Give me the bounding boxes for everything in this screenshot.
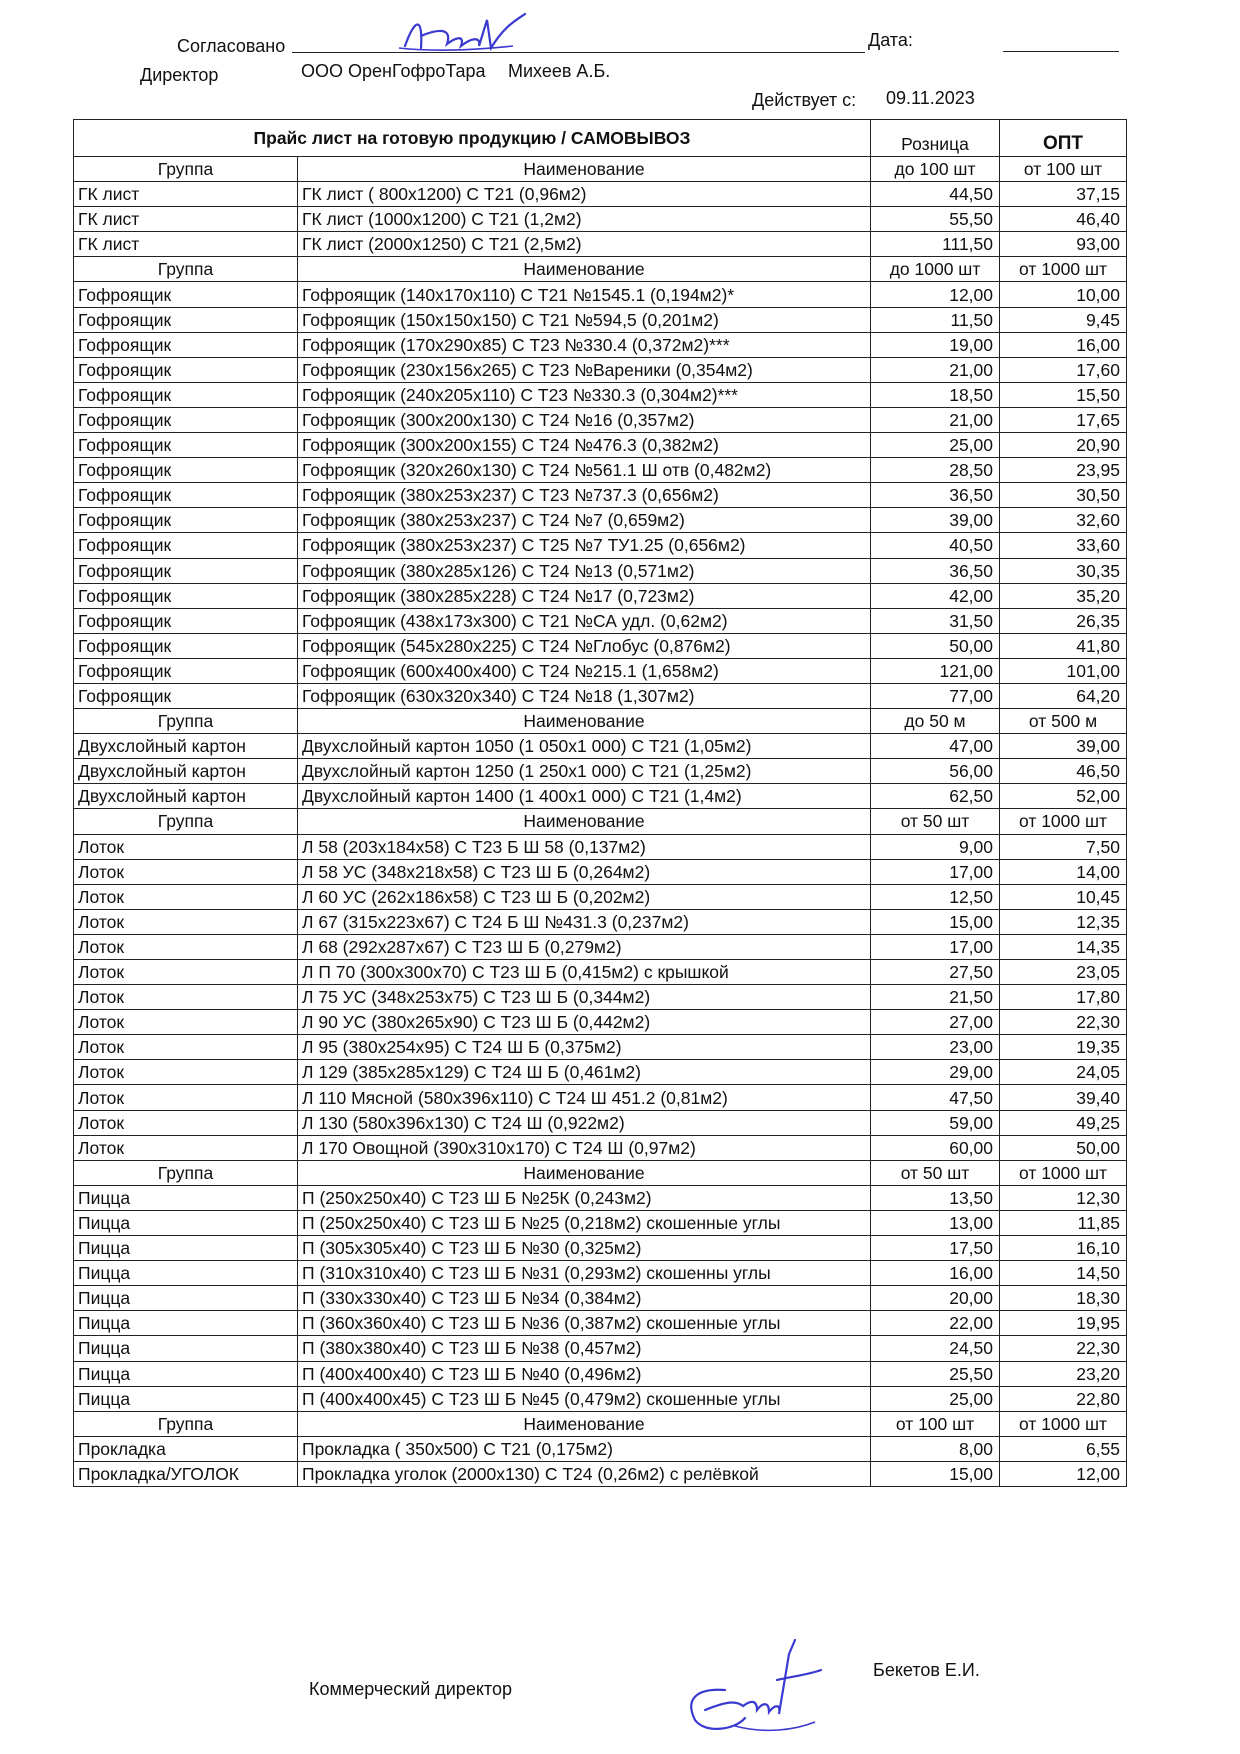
- table-row: [74, 658, 1127, 683]
- group-cell: Гофроящик: [74, 558, 298, 583]
- wholesale-price-cell: 39,40: [1000, 1085, 1127, 1110]
- wholesale-price-cell: 46,50: [1000, 759, 1127, 784]
- retail-price-cell: 77,00: [871, 683, 1000, 708]
- product-name-cell: П (400х400х45) С Т23 Ш Б №45 (0,479м2) скошенные углы: [298, 1386, 871, 1411]
- group-cell: ГК лист: [74, 182, 298, 207]
- table-row: [74, 884, 1127, 909]
- product-name-cell: ГК лист (1000х1200) С Т21 (1,2м2): [298, 207, 871, 232]
- table-row: [74, 683, 1127, 708]
- table-row: [74, 407, 1127, 432]
- wholesale-price-cell: 14,00: [1000, 859, 1127, 884]
- group-cell: Гофроящик: [74, 508, 298, 533]
- wholesale-price-cell: 30,35: [1000, 558, 1127, 583]
- product-name-cell: Л 170 Овощной (390х310х170) С Т24 Ш (0,97м2): [298, 1135, 871, 1160]
- group-cell: Гофроящик: [74, 533, 298, 558]
- product-name-cell: Гофроящик (300х200х155) С Т24 №476.3 (0,382м2): [298, 433, 871, 458]
- table-row: [74, 382, 1127, 407]
- valid-from-label: Действует с:: [752, 90, 857, 110]
- wholesale-price-cell: 22,30: [1000, 1010, 1127, 1035]
- table-row: [74, 1286, 1127, 1311]
- retail-price-cell: 20,00: [871, 1286, 1000, 1311]
- group-cell: Пицца: [74, 1386, 298, 1411]
- group-cell: Гофроящик: [74, 407, 298, 432]
- table-row: [74, 182, 1127, 207]
- wholesale-price-cell: 64,20: [1000, 683, 1127, 708]
- product-name-cell: Гофроящик (380х285х228) С Т24 №17 (0,723м2): [298, 583, 871, 608]
- wholesale-price-cell: 23,20: [1000, 1361, 1127, 1386]
- group-cell: Гофроящик: [74, 633, 298, 658]
- commercial-director-signature: [665, 1630, 825, 1740]
- wholesale-price-cell: 12,30: [1000, 1185, 1127, 1210]
- product-name-cell: П (305х305х40) С Т23 Ш Б №30 (0,325м2): [298, 1236, 871, 1261]
- retail-price-cell: 17,50: [871, 1236, 1000, 1261]
- wholesale-price-cell: 18,30: [1000, 1286, 1127, 1311]
- retail-price-cell: 25,50: [871, 1361, 1000, 1386]
- wholesale-price-cell: 17,65: [1000, 407, 1127, 432]
- wholesale-price-cell: 6,55: [1000, 1436, 1127, 1461]
- group-header-row: [74, 709, 1127, 734]
- retail-price-cell: 21,00: [871, 407, 1000, 432]
- wholesale-qty-header: от 1000 шт: [1000, 1411, 1127, 1436]
- wholesale-price-cell: 52,00: [1000, 784, 1127, 809]
- group-cell: Гофроящик: [74, 332, 298, 357]
- table-row: [74, 834, 1127, 859]
- table-row: [74, 1035, 1127, 1060]
- retail-qty-header: до 100 шт: [871, 157, 1000, 182]
- table-row: [74, 1261, 1127, 1286]
- name-column-header: Наименование: [298, 157, 871, 182]
- retail-qty-header: до 1000 шт: [871, 257, 1000, 282]
- group-cell: Пицца: [74, 1210, 298, 1235]
- group-cell: Лоток: [74, 909, 298, 934]
- wholesale-price-cell: 10,45: [1000, 884, 1127, 909]
- product-name-cell: П (360х360х40) С Т23 Ш Б №36 (0,387м2) скошенные углы: [298, 1311, 871, 1336]
- group-cell: Гофроящик: [74, 382, 298, 407]
- product-name-cell: Л 75 УС (348х253х75) С Т23 Ш Б (0,344м2): [298, 985, 871, 1010]
- retail-price-cell: 39,00: [871, 508, 1000, 533]
- group-cell: Пицца: [74, 1361, 298, 1386]
- wholesale-price-cell: 35,20: [1000, 583, 1127, 608]
- retail-price-cell: 27,00: [871, 1010, 1000, 1035]
- retail-qty-header: от 50 шт: [871, 1160, 1000, 1185]
- product-name-cell: Л 67 (315х223х67) С Т24 Б Ш №431.3 (0,237м2): [298, 909, 871, 934]
- table-row: [74, 1436, 1127, 1461]
- wholesale-price-cell: 37,15: [1000, 182, 1127, 207]
- product-name-cell: Л П 70 (300х300х70) С Т23 Ш Б (0,415м2) с крышкой: [298, 960, 871, 985]
- product-name-cell: Гофроящик (170х290х85) С Т23 №330.4 (0,372м2)***: [298, 332, 871, 357]
- wholesale-price-cell: 33,60: [1000, 533, 1127, 558]
- wholesale-price-cell: 93,00: [1000, 232, 1127, 257]
- retail-price-cell: 13,50: [871, 1185, 1000, 1210]
- retail-price-cell: 27,50: [871, 960, 1000, 985]
- approval-signature-line: [292, 52, 865, 53]
- table-row: [74, 1386, 1127, 1411]
- table-row: [74, 759, 1127, 784]
- retail-header: Розница: [871, 120, 1000, 157]
- retail-price-cell: 12,00: [871, 282, 1000, 307]
- wholesale-price-cell: 50,00: [1000, 1135, 1127, 1160]
- wholesale-price-cell: 15,50: [1000, 382, 1127, 407]
- retail-price-cell: 50,00: [871, 633, 1000, 658]
- retail-price-cell: 111,50: [871, 232, 1000, 257]
- table-row: [74, 282, 1127, 307]
- wholesale-price-cell: 10,00: [1000, 282, 1127, 307]
- product-name-cell: Л 68 (292х287х67) С Т23 Ш Б (0,279м2): [298, 934, 871, 959]
- wholesale-price-cell: 14,35: [1000, 934, 1127, 959]
- wholesale-price-cell: 46,40: [1000, 207, 1127, 232]
- commercial-director-name: Бекетов Е.И.: [873, 1660, 980, 1680]
- group-column-header: Группа: [74, 809, 298, 834]
- retail-price-cell: 24,50: [871, 1336, 1000, 1361]
- wholesale-price-cell: 101,00: [1000, 658, 1127, 683]
- wholesale-price-cell: 24,05: [1000, 1060, 1127, 1085]
- wholesale-price-cell: 19,95: [1000, 1311, 1127, 1336]
- product-name-cell: Прокладка уголок (2000х130) С Т24 (0,26м2) с релёвкой: [298, 1461, 871, 1486]
- product-name-cell: П (250х250х40) С Т23 Ш Б №25К (0,243м2): [298, 1185, 871, 1210]
- table-title-row: [74, 120, 1127, 157]
- wholesale-price-cell: 32,60: [1000, 508, 1127, 533]
- group-cell: Двухслойный картон: [74, 759, 298, 784]
- product-name-cell: Гофроящик (140х170х110) С Т21 №1545.1 (0,194м2)*: [298, 282, 871, 307]
- table-row: [74, 1135, 1127, 1160]
- name-column-header: Наименование: [298, 809, 871, 834]
- group-header-row: [74, 1411, 1127, 1436]
- retail-price-cell: 28,50: [871, 458, 1000, 483]
- retail-price-cell: 9,00: [871, 834, 1000, 859]
- product-name-cell: Двухслойный картон 1400 (1 400х1 000) С Т21 (1,4м2): [298, 784, 871, 809]
- retail-price-cell: 47,00: [871, 734, 1000, 759]
- group-cell: ГК лист: [74, 232, 298, 257]
- wholesale-price-cell: 49,25: [1000, 1110, 1127, 1135]
- retail-price-cell: 56,00: [871, 759, 1000, 784]
- product-name-cell: П (400х400х40) С Т23 Ш Б №40 (0,496м2): [298, 1361, 871, 1386]
- table-row: [74, 207, 1127, 232]
- director-name: Михеев А.Б.: [508, 61, 611, 81]
- product-name-cell: ГК лист ( 800х1200) С Т21 (0,96м2): [298, 182, 871, 207]
- wholesale-price-cell: 22,80: [1000, 1386, 1127, 1411]
- group-cell: Пицца: [74, 1185, 298, 1210]
- wholesale-price-cell: 9,45: [1000, 307, 1127, 332]
- retail-price-cell: 22,00: [871, 1311, 1000, 1336]
- table-row: [74, 558, 1127, 583]
- product-name-cell: Гофроящик (380х253х237) С Т25 №7 ТУ1.25 (0,656м2): [298, 533, 871, 558]
- group-cell: Лоток: [74, 1085, 298, 1110]
- table-row: [74, 1185, 1127, 1210]
- group-cell: Прокладка/УГОЛОК: [74, 1461, 298, 1486]
- name-column-header: Наименование: [298, 257, 871, 282]
- date-line: [1003, 51, 1119, 52]
- retail-qty-header: от 100 шт: [871, 1411, 1000, 1436]
- wholesale-qty-header: от 1000 шт: [1000, 257, 1127, 282]
- group-cell: Гофроящик: [74, 583, 298, 608]
- group-column-header: Группа: [74, 709, 298, 734]
- table-row: [74, 608, 1127, 633]
- wholesale-header: ОПТ: [1000, 120, 1127, 157]
- table-row: [74, 985, 1127, 1010]
- product-name-cell: П (310х310х40) С Т23 Ш Б №31 (0,293м2) скошенны углы: [298, 1261, 871, 1286]
- retail-price-cell: 55,50: [871, 207, 1000, 232]
- wholesale-price-cell: 12,00: [1000, 1461, 1127, 1486]
- group-cell: Лоток: [74, 859, 298, 884]
- product-name-cell: Л 58 (203х184х58) С Т23 Б Ш 58 (0,137м2): [298, 834, 871, 859]
- name-column-header: Наименование: [298, 1411, 871, 1436]
- retail-price-cell: 36,50: [871, 558, 1000, 583]
- table-title: Прайс лист на готовую продукцию / САМОВЫВОЗ: [74, 120, 871, 157]
- group-column-header: Группа: [74, 157, 298, 182]
- product-name-cell: Гофроящик (380х285х126) С Т24 №13 (0,571м2): [298, 558, 871, 583]
- retail-price-cell: 59,00: [871, 1110, 1000, 1135]
- retail-price-cell: 18,50: [871, 382, 1000, 407]
- table-row: [74, 1311, 1127, 1336]
- table-row: [74, 909, 1127, 934]
- retail-price-cell: 44,50: [871, 182, 1000, 207]
- wholesale-price-cell: 12,35: [1000, 909, 1127, 934]
- retail-price-cell: 62,50: [871, 784, 1000, 809]
- group-cell: Лоток: [74, 1010, 298, 1035]
- wholesale-qty-header: от 1000 шт: [1000, 1160, 1127, 1185]
- retail-price-cell: 17,00: [871, 934, 1000, 959]
- retail-price-cell: 40,50: [871, 533, 1000, 558]
- group-cell: Пицца: [74, 1336, 298, 1361]
- approved-label: Согласовано: [177, 36, 286, 56]
- table-row: [74, 1060, 1127, 1085]
- director-signature: [395, 8, 535, 60]
- group-cell: Прокладка: [74, 1436, 298, 1461]
- table-row: [74, 734, 1127, 759]
- product-name-cell: Гофроящик (150х150х150) С Т21 №594,5 (0,201м2): [298, 307, 871, 332]
- date-label: Дата:: [868, 30, 913, 50]
- wholesale-price-cell: 23,95: [1000, 458, 1127, 483]
- wholesale-price-cell: 41,80: [1000, 633, 1127, 658]
- table-row: [74, 960, 1127, 985]
- table-row: [74, 1010, 1127, 1035]
- retail-price-cell: 36,50: [871, 483, 1000, 508]
- retail-price-cell: 47,50: [871, 1085, 1000, 1110]
- wholesale-price-cell: 16,00: [1000, 332, 1127, 357]
- group-cell: Двухслойный картон: [74, 734, 298, 759]
- table-row: [74, 1085, 1127, 1110]
- table-row: [74, 1236, 1127, 1261]
- name-column-header: Наименование: [298, 1160, 871, 1185]
- group-cell: Гофроящик: [74, 683, 298, 708]
- wholesale-price-cell: 19,35: [1000, 1035, 1127, 1060]
- wholesale-price-cell: 26,35: [1000, 608, 1127, 633]
- retail-qty-header: до 50 м: [871, 709, 1000, 734]
- product-name-cell: Л 58 УС (348х218х58) С Т23 Ш Б (0,264м2): [298, 859, 871, 884]
- wholesale-price-cell: 17,80: [1000, 985, 1127, 1010]
- group-header-row: [74, 809, 1127, 834]
- retail-price-cell: 121,00: [871, 658, 1000, 683]
- retail-price-cell: 21,00: [871, 357, 1000, 382]
- company-name: ООО ОренГофроТара: [301, 61, 486, 81]
- product-name-cell: Двухслойный картон 1050 (1 050х1 000) С Т21 (1,05м2): [298, 734, 871, 759]
- product-name-cell: Прокладка ( 350х500) С Т21 (0,175м2): [298, 1436, 871, 1461]
- group-cell: Пицца: [74, 1236, 298, 1261]
- retail-price-cell: 12,50: [871, 884, 1000, 909]
- table-row: [74, 307, 1127, 332]
- table-row: [74, 508, 1127, 533]
- product-name-cell: П (250х250х40) С Т23 Ш Б №25 (0,218м2) скошенные углы: [298, 1210, 871, 1235]
- table-row: [74, 1336, 1127, 1361]
- group-cell: Гофроящик: [74, 608, 298, 633]
- product-name-cell: П (330х330х40) С Т23 Ш Б №34 (0,384м2): [298, 1286, 871, 1311]
- product-name-cell: Л 110 Мясной (580х396х110) С Т24 Ш 451.2 (0,81м2): [298, 1085, 871, 1110]
- name-column-header: Наименование: [298, 709, 871, 734]
- product-name-cell: Двухслойный картон 1250 (1 250х1 000) С Т21 (1,25м2): [298, 759, 871, 784]
- commercial-director-label: Коммерческий директор: [309, 1679, 512, 1699]
- product-name-cell: Л 130 (580х396х130) С Т24 Ш (0,922м2): [298, 1110, 871, 1135]
- group-cell: Лоток: [74, 960, 298, 985]
- product-name-cell: П (380х380х40) С Т23 Ш Б №38 (0,457м2): [298, 1336, 871, 1361]
- table-row: [74, 784, 1127, 809]
- group-cell: Лоток: [74, 1135, 298, 1160]
- table-row: [74, 934, 1127, 959]
- group-cell: Лоток: [74, 934, 298, 959]
- table-row: [74, 332, 1127, 357]
- group-header-row: [74, 1160, 1127, 1185]
- group-cell: Лоток: [74, 1110, 298, 1135]
- table-row: [74, 1210, 1127, 1235]
- retail-price-cell: 42,00: [871, 583, 1000, 608]
- table-row: [74, 1361, 1127, 1386]
- product-name-cell: Л 90 УС (380х265х90) С Т23 Ш Б (0,442м2): [298, 1010, 871, 1035]
- product-name-cell: Л 129 (385х285х129) С Т24 Ш Б (0,461м2): [298, 1060, 871, 1085]
- retail-price-cell: 13,00: [871, 1210, 1000, 1235]
- retail-price-cell: 15,00: [871, 909, 1000, 934]
- wholesale-price-cell: 7,50: [1000, 834, 1127, 859]
- group-cell: Лоток: [74, 985, 298, 1010]
- retail-price-cell: 8,00: [871, 1436, 1000, 1461]
- wholesale-price-cell: 20,90: [1000, 433, 1127, 458]
- wholesale-price-cell: 11,85: [1000, 1210, 1127, 1235]
- wholesale-qty-header: от 100 шт: [1000, 157, 1127, 182]
- retail-price-cell: 60,00: [871, 1135, 1000, 1160]
- product-name-cell: Гофроящик (240х205х110) С Т23 №330.3 (0,304м2)***: [298, 382, 871, 407]
- group-column-header: Группа: [74, 1411, 298, 1436]
- group-cell: Гофроящик: [74, 433, 298, 458]
- table-row: [74, 1461, 1127, 1486]
- table-row: [74, 357, 1127, 382]
- retail-price-cell: 21,50: [871, 985, 1000, 1010]
- wholesale-price-cell: 30,50: [1000, 483, 1127, 508]
- group-cell: Пицца: [74, 1311, 298, 1336]
- product-name-cell: Гофроящик (380х253х237) С Т23 №737.3 (0,656м2): [298, 483, 871, 508]
- group-cell: Двухслойный картон: [74, 784, 298, 809]
- group-column-header: Группа: [74, 1160, 298, 1185]
- product-name-cell: Гофроящик (300х200х130) С Т24 №16 (0,357м2): [298, 407, 871, 432]
- retail-price-cell: 31,50: [871, 608, 1000, 633]
- product-name-cell: Гофроящик (600х400х400) С Т24 №215.1 (1,658м2): [298, 658, 871, 683]
- group-cell: Пицца: [74, 1261, 298, 1286]
- table-row: [74, 483, 1127, 508]
- group-cell: Гофроящик: [74, 357, 298, 382]
- product-name-cell: Гофроящик (438х173х300) С Т21 №СА удл. (0,62м2): [298, 608, 871, 633]
- wholesale-price-cell: 17,60: [1000, 357, 1127, 382]
- table-row: [74, 633, 1127, 658]
- group-header-row: [74, 157, 1127, 182]
- table-row: [74, 232, 1127, 257]
- retail-price-cell: 16,00: [871, 1261, 1000, 1286]
- retail-price-cell: 19,00: [871, 332, 1000, 357]
- price-table: [73, 119, 1127, 1487]
- group-column-header: Группа: [74, 257, 298, 282]
- group-cell: ГК лист: [74, 207, 298, 232]
- retail-qty-header: от 50 шт: [871, 809, 1000, 834]
- wholesale-qty-header: от 500 м: [1000, 709, 1127, 734]
- director-label: Директор: [140, 65, 219, 85]
- table-row: [74, 859, 1127, 884]
- product-name-cell: ГК лист (2000х1250) С Т21 (2,5м2): [298, 232, 871, 257]
- retail-price-cell: 11,50: [871, 307, 1000, 332]
- product-name-cell: Гофроящик (320х260х130) С Т24 №561.1 Ш отв (0,482м2): [298, 458, 871, 483]
- group-cell: Гофроящик: [74, 458, 298, 483]
- wholesale-price-cell: 23,05: [1000, 960, 1127, 985]
- group-cell: Пицца: [74, 1286, 298, 1311]
- retail-price-cell: 17,00: [871, 859, 1000, 884]
- retail-price-cell: 15,00: [871, 1461, 1000, 1486]
- group-header-row: [74, 257, 1127, 282]
- retail-price-cell: 29,00: [871, 1060, 1000, 1085]
- group-cell: Лоток: [74, 884, 298, 909]
- product-name-cell: Л 95 (380х254х95) С Т24 Ш Б (0,375м2): [298, 1035, 871, 1060]
- retail-price-cell: 23,00: [871, 1035, 1000, 1060]
- wholesale-qty-header: от 1000 шт: [1000, 809, 1127, 834]
- product-name-cell: Гофроящик (380х253х237) С Т24 №7 (0,659м2): [298, 508, 871, 533]
- group-cell: Гофроящик: [74, 282, 298, 307]
- table-row: [74, 1110, 1127, 1135]
- wholesale-price-cell: 14,50: [1000, 1261, 1127, 1286]
- wholesale-price-cell: 39,00: [1000, 734, 1127, 759]
- product-name-cell: Гофроящик (545х280х225) С Т24 №Глобус (0,876м2): [298, 633, 871, 658]
- wholesale-price-cell: 16,10: [1000, 1236, 1127, 1261]
- group-cell: Гофроящик: [74, 483, 298, 508]
- retail-price-cell: 25,00: [871, 433, 1000, 458]
- product-name-cell: Л 60 УС (262х186х58) С Т23 Ш Б (0,202м2): [298, 884, 871, 909]
- group-cell: Лоток: [74, 1060, 298, 1085]
- product-name-cell: Гофроящик (230х156х265) С Т23 №Вареники (0,354м2): [298, 357, 871, 382]
- table-row: [74, 533, 1127, 558]
- retail-price-cell: 25,00: [871, 1386, 1000, 1411]
- product-name-cell: Гофроящик (630х320х340) С Т24 №18 (1,307м2): [298, 683, 871, 708]
- group-cell: Гофроящик: [74, 658, 298, 683]
- table-row: [74, 458, 1127, 483]
- table-row: [74, 433, 1127, 458]
- group-cell: Лоток: [74, 1035, 298, 1060]
- group-cell: Лоток: [74, 834, 298, 859]
- wholesale-price-cell: 22,30: [1000, 1336, 1127, 1361]
- table-row: [74, 583, 1127, 608]
- valid-from-date: 09.11.2023: [886, 88, 975, 108]
- group-cell: Гофроящик: [74, 307, 298, 332]
